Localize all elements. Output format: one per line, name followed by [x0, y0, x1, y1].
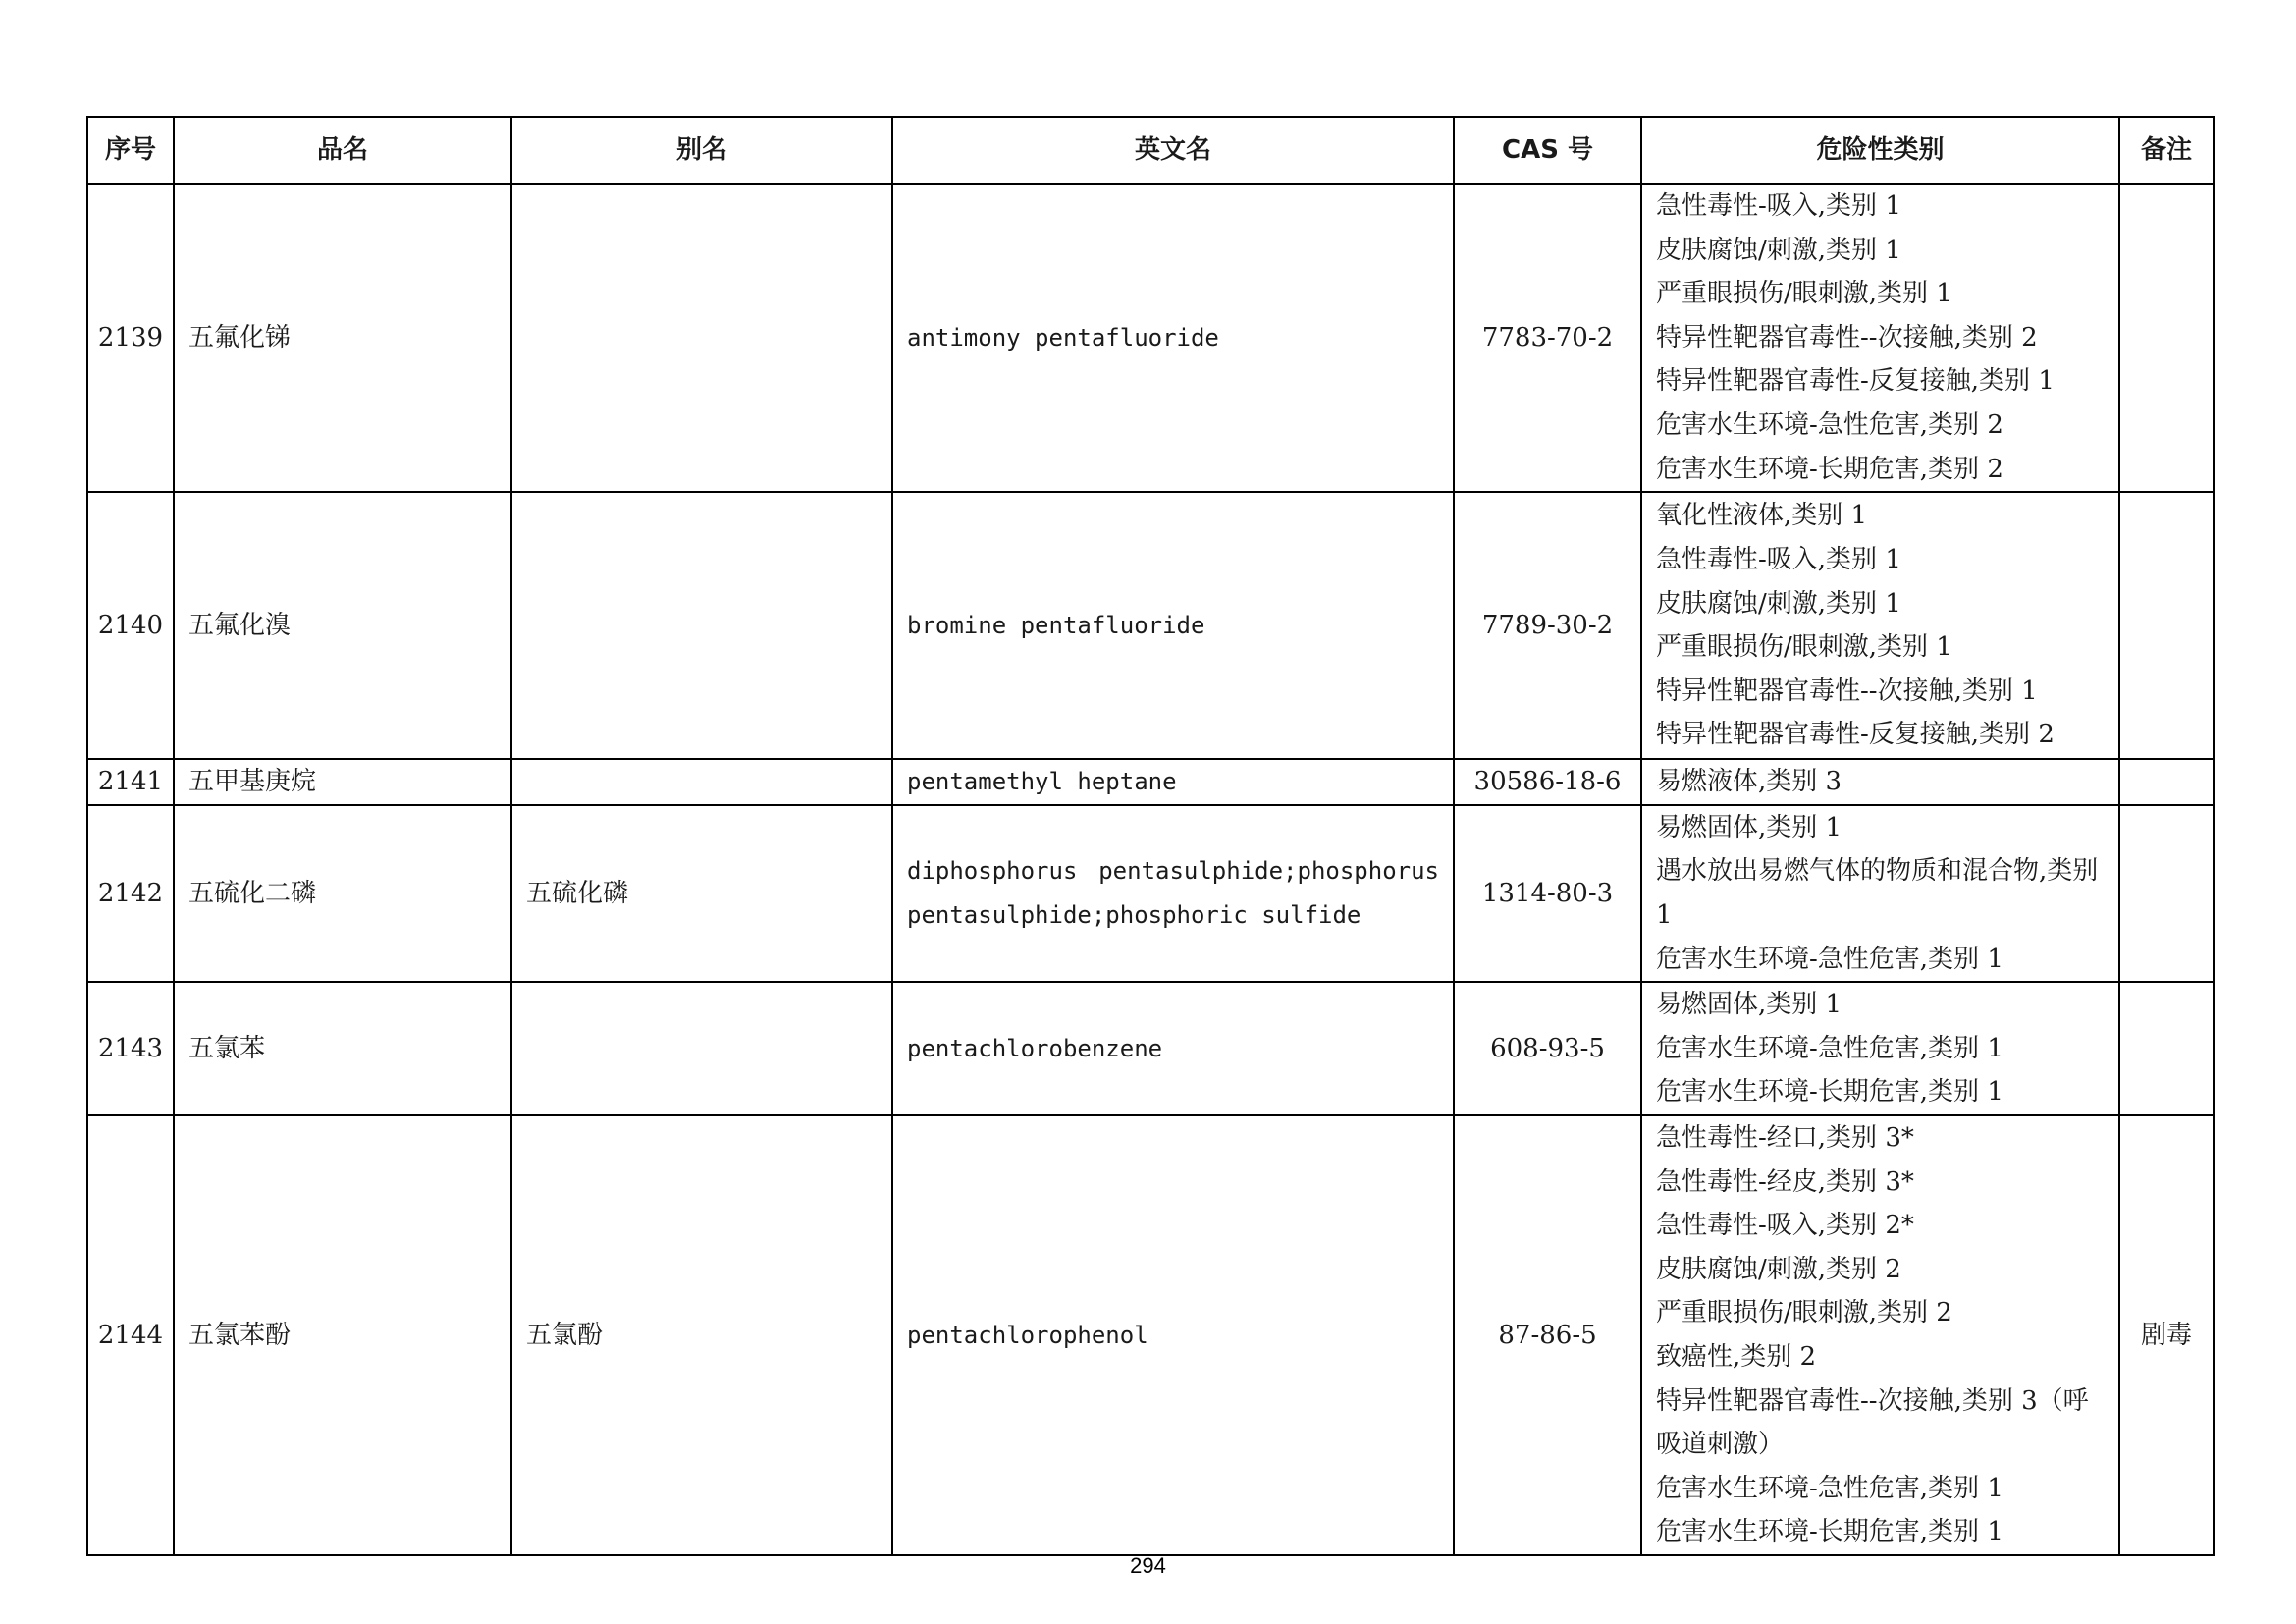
cell-num: 2143: [87, 982, 174, 1115]
hazard-line: 致癌性,类别 2: [1656, 1341, 1817, 1372]
hazard-line: 特异性靶器官毒性-反复接触,类别 1: [1656, 366, 2055, 397]
table-row: [87, 982, 2214, 1115]
header-english: 英文名: [892, 117, 1454, 184]
hazard-line: 易燃液体,类别 3: [1656, 767, 1842, 797]
cell-note: 剧毒: [2119, 1115, 2214, 1555]
cell-cas: 7789-30-2: [1454, 492, 1641, 759]
header-alias: 别名: [511, 117, 892, 184]
hazard-line: 危害水生环境-急性危害,类别 1: [1656, 944, 2003, 974]
hazard-line: 严重眼损伤/眼刺激,类别 1: [1656, 632, 1952, 663]
hazard-line: 皮肤腐蚀/刺激,类别 2: [1656, 1254, 1901, 1284]
hazard-line: 易燃固体,类别 1: [1656, 812, 1842, 842]
hazard-line: 危害水生环境-长期危害,类别 2: [1656, 454, 2003, 484]
cell-hazards: [1641, 1115, 2119, 1555]
header-cas: CAS 号: [1454, 117, 1641, 184]
cell-name: 五氯苯: [174, 982, 511, 1115]
hazard-line: 危害水生环境-长期危害,类别 1: [1656, 1077, 2003, 1108]
table-row: [87, 184, 2214, 492]
hazard-line: 严重眼损伤/眼刺激,类别 1: [1656, 279, 1952, 309]
table-row: [87, 805, 2214, 982]
cell-alias: [511, 184, 892, 492]
cell-note: [2119, 492, 2214, 759]
cell-alias: [511, 759, 892, 805]
cell-english: diphosphorus pentasulphide;phosphorus pentasulphide;phosphoric sulfide: [892, 805, 1454, 982]
cell-english: bromine pentafluoride: [892, 492, 1454, 759]
hazard-line: 易燃固体,类别 1: [1656, 990, 1842, 1020]
cell-note: [2119, 184, 2214, 492]
hazard-line: 危害水生环境-急性危害,类别 1: [1656, 1473, 2003, 1503]
header-row: [87, 117, 2214, 184]
hazard-line: 皮肤腐蚀/刺激,类别 1: [1656, 588, 1901, 619]
cell-name: 五氟化溴: [174, 492, 511, 759]
cell-english: pentachlorophenol: [892, 1115, 1454, 1555]
hazard-line: 急性毒性-经皮,类别 3*: [1656, 1166, 1914, 1197]
cell-hazards: [1641, 492, 2119, 759]
cell-note: [2119, 982, 2214, 1115]
hazard-line: 危害水生环境-急性危害,类别 2: [1656, 409, 2003, 440]
cell-hazards: [1641, 982, 2119, 1115]
cell-alias: [511, 982, 892, 1115]
cell-hazards: [1641, 759, 2119, 805]
cell-hazards: [1641, 184, 2119, 492]
hazard-line: 急性毒性-经口,类别 3*: [1656, 1122, 1914, 1153]
cell-num: 2140: [87, 492, 174, 759]
hazard-line: 急性毒性-吸入,类别 2*: [1656, 1211, 1914, 1241]
cell-cas: 7783-70-2: [1454, 184, 1641, 492]
header-hazard: 危险性类别: [1641, 117, 2119, 184]
hazard-line: 特异性靶器官毒性--次接触,类别 1: [1656, 676, 2038, 706]
cell-name: 五氟化锑: [174, 184, 511, 492]
cell-name: 五甲基庚烷: [174, 759, 511, 805]
hazard-line: 急性毒性-吸入,类别 1: [1656, 544, 1901, 574]
cell-alias: 五硫化磷: [511, 805, 892, 982]
hazard-line: 氧化性液体,类别 1: [1656, 501, 1868, 531]
cell-num: 2144: [87, 1115, 174, 1555]
header-name: 品名: [174, 117, 511, 184]
table-body: [87, 184, 2214, 1555]
cell-cas: 608-93-5: [1454, 982, 1641, 1115]
hazard-line: 特异性靶器官毒性--次接触,类别 3（呼吸道刺激）: [1656, 1385, 2089, 1460]
cell-num: 2142: [87, 805, 174, 982]
cell-note: [2119, 759, 2214, 805]
cell-name: 五氯苯酚: [174, 1115, 511, 1555]
table-row: [87, 492, 2214, 759]
cell-english: pentamethyl heptane: [892, 759, 1454, 805]
hazard-line: 严重眼损伤/眼刺激,类别 2: [1656, 1298, 1952, 1328]
hazard-line: 特异性靶器官毒性-反复接触,类别 2: [1656, 720, 2055, 750]
hazard-line: 危害水生环境-急性危害,类别 1: [1656, 1033, 2003, 1063]
cell-num: 2141: [87, 759, 174, 805]
cell-cas: 30586-18-6: [1454, 759, 1641, 805]
cell-hazards: [1641, 805, 2119, 982]
hazard-line: 遇水放出易燃气体的物质和混合物,类别 1: [1656, 856, 2107, 930]
cell-alias: [511, 492, 892, 759]
header-num: 序号: [87, 117, 174, 184]
cell-cas: 87-86-5: [1454, 1115, 1641, 1555]
table-row: [87, 759, 2214, 805]
hazard-line: 急性毒性-吸入,类别 1: [1656, 191, 1901, 221]
cell-english: antimony pentafluoride: [892, 184, 1454, 492]
table-row: [87, 1115, 2214, 1555]
cell-cas: 1314-80-3: [1454, 805, 1641, 982]
cell-english: pentachlorobenzene: [892, 982, 1454, 1115]
hazard-line: 危害水生环境-长期危害,类别 1: [1656, 1517, 2003, 1547]
cell-num: 2139: [87, 184, 174, 492]
cell-alias: 五氯酚: [511, 1115, 892, 1555]
hazard-line: 皮肤腐蚀/刺激,类别 1: [1656, 235, 1901, 265]
page-number: 294: [1130, 1553, 1166, 1578]
cell-name: 五硫化二磷: [174, 805, 511, 982]
chemical-table: [86, 116, 2215, 1556]
header-note: 备注: [2119, 117, 2214, 184]
cell-note: [2119, 805, 2214, 982]
hazard-line: 特异性靶器官毒性--次接触,类别 2: [1656, 322, 2038, 352]
